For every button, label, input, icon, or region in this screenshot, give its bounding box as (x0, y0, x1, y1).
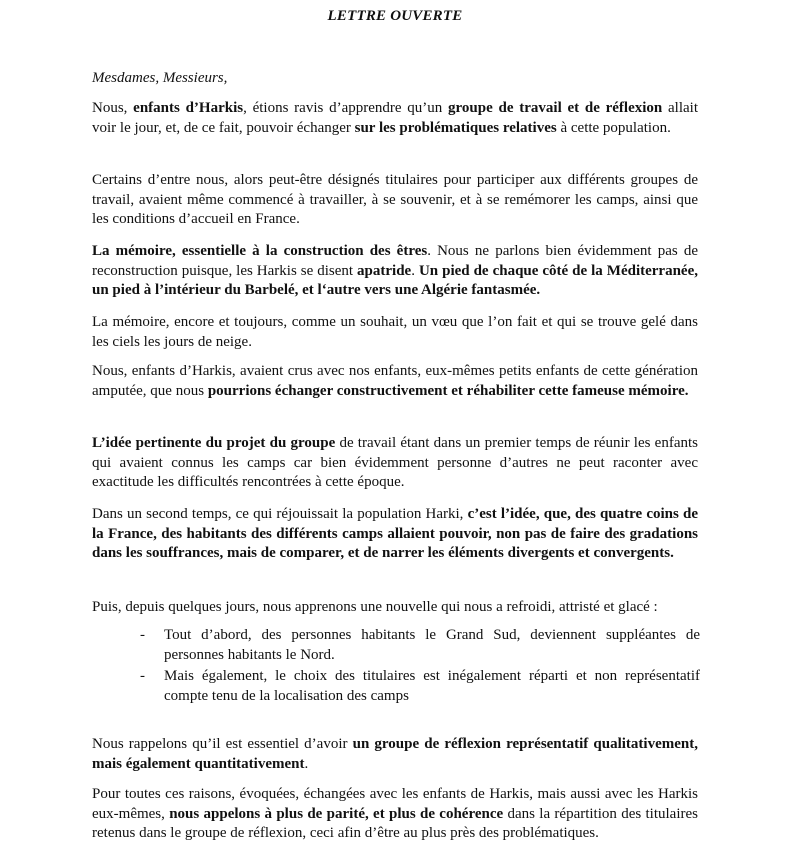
letter-title: LETTRE OUVERTE (327, 8, 463, 24)
text-run: allait voir le jour, et, de ce fait, pouvoir échanger (92, 100, 699, 136)
text-run: . Nous ne parlons bien évidemment pas de reconstruction puisque, les Harkis se disent (92, 243, 698, 279)
bold-run: apatride (357, 262, 412, 279)
paragraph-4 (92, 313, 698, 352)
text-run: Puis, depuis quelques jours, nous apprenons une nouvelle qui nous a refroidi, attristé et glacé : (92, 599, 658, 615)
bold-run: La mémoire, essentielle à la construction des êtres (92, 243, 428, 259)
paragraph-6 (92, 434, 698, 493)
bold-run: Un pied de chaque côté de la Méditerranée, un pied à l’intérieur du Barbelé, et l‘autre vers une Algérie fantasmée. (92, 262, 698, 299)
bullet-text: Tout d’abord, des personnes habitants le Grand Sud, deviennent suppléantes de personnes habitants le Nord. (164, 627, 700, 663)
text-run: La mémoire, encore et toujours, comme un souhait, un vœu que l’on fait et qui se trouve gelé dans les ciels les jours de neige. (92, 314, 698, 350)
bullet-item (140, 667, 700, 706)
text-run: Certains d’entre nous, alors peut-être désignés titulaires pour participer aux différents groupes de travail, avaient même commencé à travailler, à se souvenir, et à se remémorer les camps, ainsi que les conditions d’accueil en France. (92, 172, 698, 228)
paragraph-10 (92, 785, 698, 844)
bullet-text: Mais également, le choix des titulaires est inégalement réparti et non représentatif compte tenu de la localisation des camps (164, 668, 700, 704)
text-run: , étions ravis d’apprendre qu’un (243, 100, 449, 116)
text-run: Dans un second temps, ce qui réjouissait la population Harki, (92, 506, 468, 522)
bold-run: groupe de travail et de réflexion (448, 100, 663, 116)
text-run: Nous rappelons qu’il est essentiel d’avoir (92, 736, 353, 752)
bold-run: pourrions échanger constructivement et réhabiliter cette fameuse mémoire. (207, 382, 689, 399)
paragraph-3 (92, 242, 698, 301)
bold-run: enfants d’Harkis (133, 100, 244, 116)
bold-run: c’est l’idée, que, des quatre coins de la France, des habitants des différents camps allaient pouvoir, non pas de faire des gradations dans les souffrances, mais de comparer, et de narrer les éléments divergents et convergents. (92, 506, 698, 562)
bullet-list (140, 626, 700, 708)
text-run: à cette population. (556, 119, 671, 136)
bold-run: un groupe de réflexion représentatif qualitativement, mais également quantitativement (92, 736, 698, 772)
bold-run: sur les problématiques relatives (354, 119, 557, 136)
bold-run: L’idée pertinente du projet du groupe (92, 435, 336, 451)
text-run: Pour toutes ces raisons, évoquées, échangées avec les enfants de Harkis, mais aussi avec les Harkis eux-mêmes, (92, 786, 698, 822)
bullet-item (140, 626, 700, 665)
paragraph-8 (92, 598, 698, 618)
salutation: Mesdames, Messieurs, (92, 70, 228, 86)
text-run: dans la répartition des titulaires retenus dans le groupe de réflexion, ceci afin d’être au plus près des problématiques. (92, 805, 698, 842)
paragraph-7 (92, 505, 698, 564)
text-run: Nous, enfants d’Harkis, avaient crus avec nos enfants, eux-mêmes petits enfants de cette génération amputée, que nous (92, 363, 698, 399)
text-run: de travail étant dans un premier temps de réunir les enfants qui avaient connus les camps car bien évidemment personne d’autres ne peut raconter avec exactitude les difficultés rencontrées à cette époque. (92, 435, 698, 491)
text-run: . (304, 755, 309, 772)
text-run: . (411, 262, 419, 279)
paragraph-1 (92, 99, 698, 138)
paragraph-9 (92, 735, 698, 774)
paragraph-2 (92, 171, 698, 230)
bullet-dash: - (140, 668, 145, 685)
bullet-dash: - (140, 627, 145, 643)
paragraph-5 (92, 362, 698, 401)
text-run: Nous, (92, 100, 134, 116)
bold-run: nous appelons à plus de parité, et plus de cohérence (169, 805, 504, 822)
